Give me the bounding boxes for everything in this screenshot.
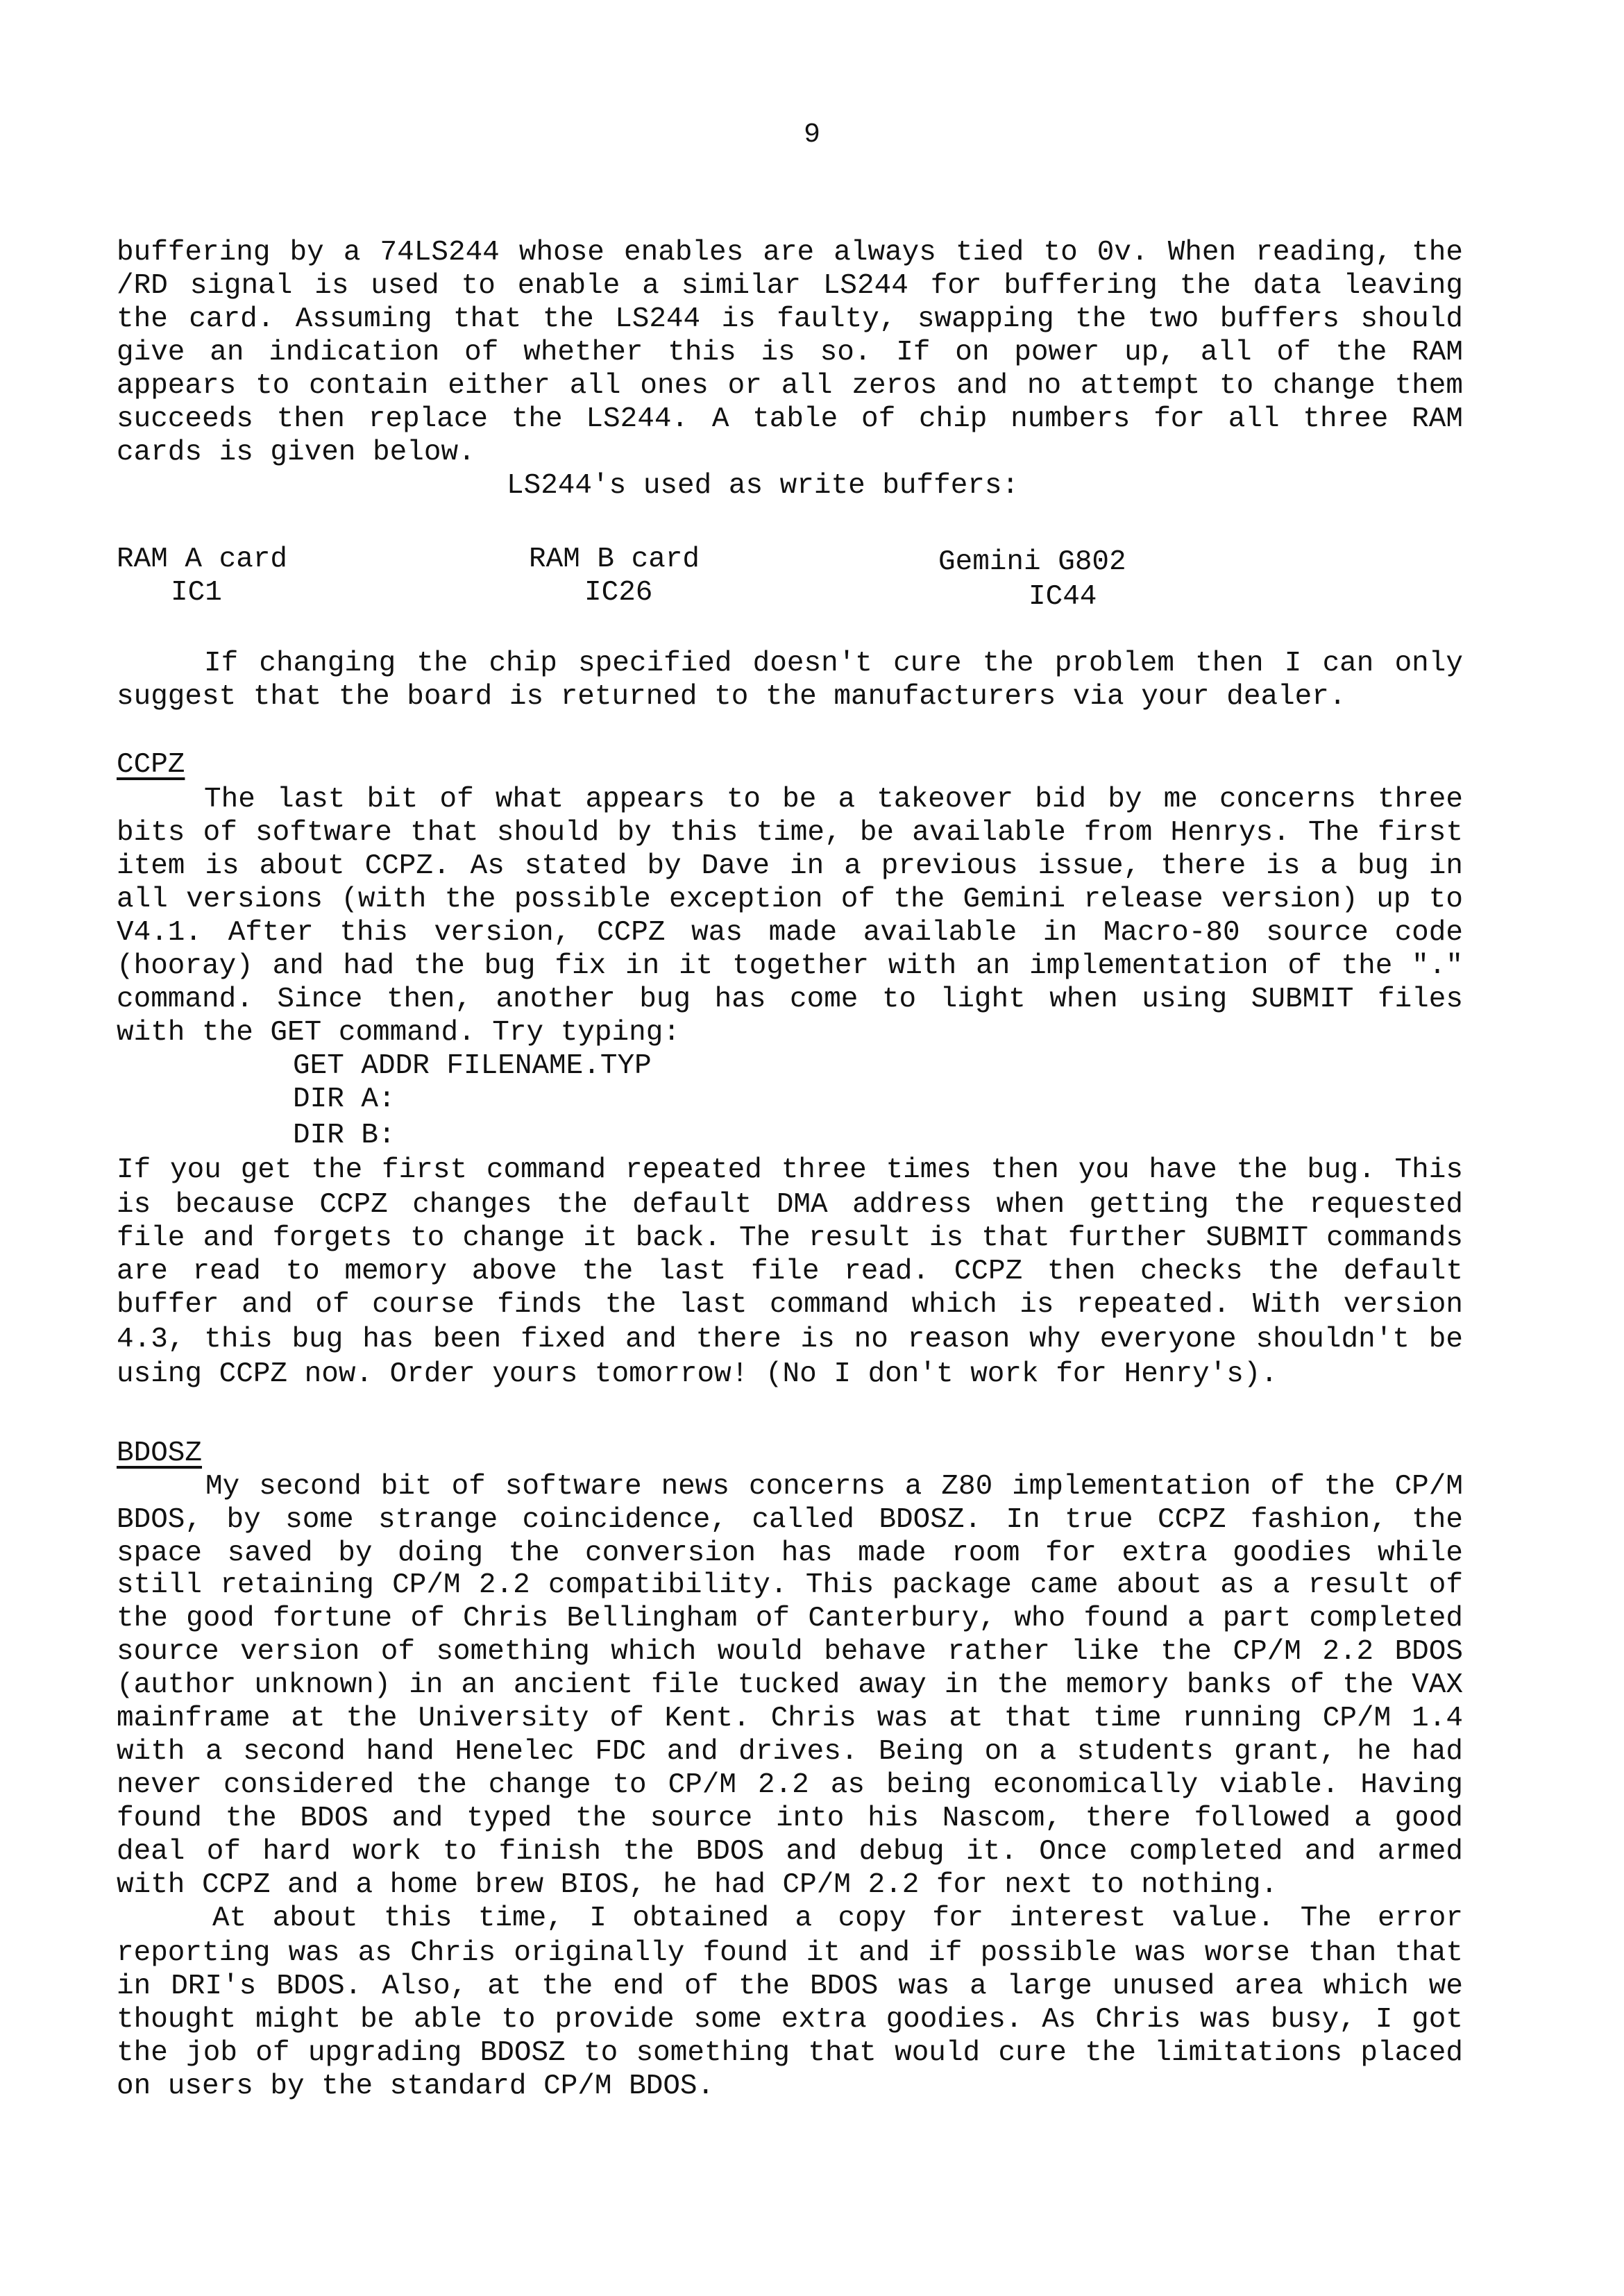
page-number: 9 <box>803 119 820 151</box>
text-line: thought might be able to provide some extra goodies. As Chris was busy, I got <box>117 2004 1463 2036</box>
text-line: /RD signal is used to enable a similar LS244 for buffering the data leaving <box>117 270 1463 302</box>
text-line: with the GET command. Try typing: <box>117 1017 680 1049</box>
text-line: BDOS, by some strange coincidence, called BDOSZ. In true CCPZ fashion, the <box>117 1504 1463 1536</box>
text-line: 4.3, this bug has been fixed and there is no reason why everyone shouldn't be <box>117 1324 1463 1356</box>
text-line: mainframe at the University of Kent. Chris was at that time running CP/M 1.4 <box>117 1703 1463 1734</box>
text-line: in DRI's BDOS. Also, at the end of the BDOS was a large unused area which we <box>117 1970 1463 2002</box>
text-line: (hooray) and had the bug fix in it together with an implementation of the "." <box>117 950 1463 982</box>
text-line: all versions (with the possible exception of the Gemini release version) up to <box>117 884 1463 915</box>
code-command: DIR B: <box>293 1120 396 1151</box>
text-line: the good fortune of Chris Bellingham of Canterbury, who found a part completed <box>117 1603 1463 1635</box>
text-line: succeeds then replace the LS244. A table of chip numbers for all three RAM <box>117 403 1463 435</box>
text-line: on users by the standard CP/M BDOS. <box>117 2070 715 2102</box>
text-line: reporting was as Chris originally found it and if possible was worse than that <box>117 1937 1463 1969</box>
text-line: deal of hard work to finish the BDOS and debug it. Once completed and armed <box>117 1836 1463 1868</box>
table-header-gemini: Gemini G802 <box>938 546 1126 578</box>
text-line: buffering by a 74LS244 whose enables are always tied to 0v. When reading, the <box>117 237 1463 269</box>
text-line: buffer and of course finds the last command which is repeated. With version <box>117 1289 1463 1321</box>
text-line: item is about CCPZ. As stated by Dave in a previous issue, there is a bug in <box>117 850 1463 882</box>
text-line: If changing the chip specified doesn't cure the problem then I can only <box>204 648 1463 679</box>
text-line: found the BDOS and typed the source into his Nascom, there followed a good <box>117 1803 1463 1834</box>
text-line: the card. Assuming that the LS244 is faulty, swapping the two buffers should <box>117 303 1463 335</box>
table-cell-ram-a: IC1 <box>171 577 222 609</box>
text-line: V4.1. After this version, CCPZ was made available in Macro-80 source code <box>117 917 1463 949</box>
text-line: file and forgets to change it back. The result is that further SUBMIT commands <box>117 1222 1463 1254</box>
text-line: never considered the change to CP/M 2.2 as being economically viable. Having <box>117 1769 1463 1801</box>
text-line: The last bit of what appears to be a takeover bid by me concerns three <box>204 784 1463 816</box>
table-caption: LS244's used as write buffers: <box>507 470 1020 502</box>
table-header-ram-b: RAM B card <box>529 543 700 575</box>
code-command: GET ADDR FILENAME.TYP <box>293 1050 652 1082</box>
text-line: command. Since then, another bug has come to light when using SUBMIT files <box>117 984 1463 1015</box>
text-line: give an indication of whether this is so. If on power up, all of the RAM <box>117 337 1463 369</box>
text-line: the job of upgrading BDOSZ to something that would cure the limitations placed <box>117 2037 1463 2069</box>
section-heading-bdosz: BDOSZ <box>117 1437 203 1469</box>
text-line: (author unknown) in an ancient file tucked away in the memory banks of the VAX <box>117 1669 1463 1701</box>
code-command: DIR A: <box>293 1083 396 1115</box>
text-line: At about this time, I obtained a copy for interest value. The error <box>212 1902 1463 1934</box>
text-line: space saved by doing the conversion has made room for extra goodies while <box>117 1537 1463 1569</box>
text-line: My second bit of software news concerns a Z80 implementation of the CP/M <box>205 1471 1463 1503</box>
table-cell-ram-b: IC26 <box>584 577 653 609</box>
text-line: with a second hand Henelec FDC and drives. Being on a students grant, he had <box>117 1736 1463 1768</box>
text-line: cards is given below. <box>117 437 475 469</box>
text-line: still retaining CP/M 2.2 compatibility. This package came about as a result of <box>117 1569 1463 1601</box>
text-line: source version of something which would behave rather like the CP/M 2.2 BDOS <box>117 1636 1463 1668</box>
text-line: bits of software that should by this time, be available from Henrys. The first <box>117 817 1463 849</box>
text-line: appears to contain either all ones or all zeros and no attempt to change them <box>117 370 1463 402</box>
table-cell-gemini: IC44 <box>1029 581 1097 613</box>
text-line: If you get the first command repeated three times then you have the bug. This <box>117 1154 1463 1186</box>
text-line: suggest that the board is returned to the manufacturers via your dealer. <box>117 681 1346 713</box>
text-line: using CCPZ now. Order yours tomorrow! (No I don't work for Henry's). <box>117 1358 1278 1390</box>
text-line: is because CCPZ changes the default DMA address when getting the requested <box>117 1189 1463 1221</box>
table-header-ram-a: RAM A card <box>117 543 288 575</box>
section-heading-ccpz: CCPZ <box>117 749 185 781</box>
text-line: with CCPZ and a home brew BIOS, he had CP/M 2.2 for next to nothing. <box>117 1869 1278 1901</box>
text-line: are read to memory above the last file read. CCPZ then checks the default <box>117 1256 1463 1288</box>
